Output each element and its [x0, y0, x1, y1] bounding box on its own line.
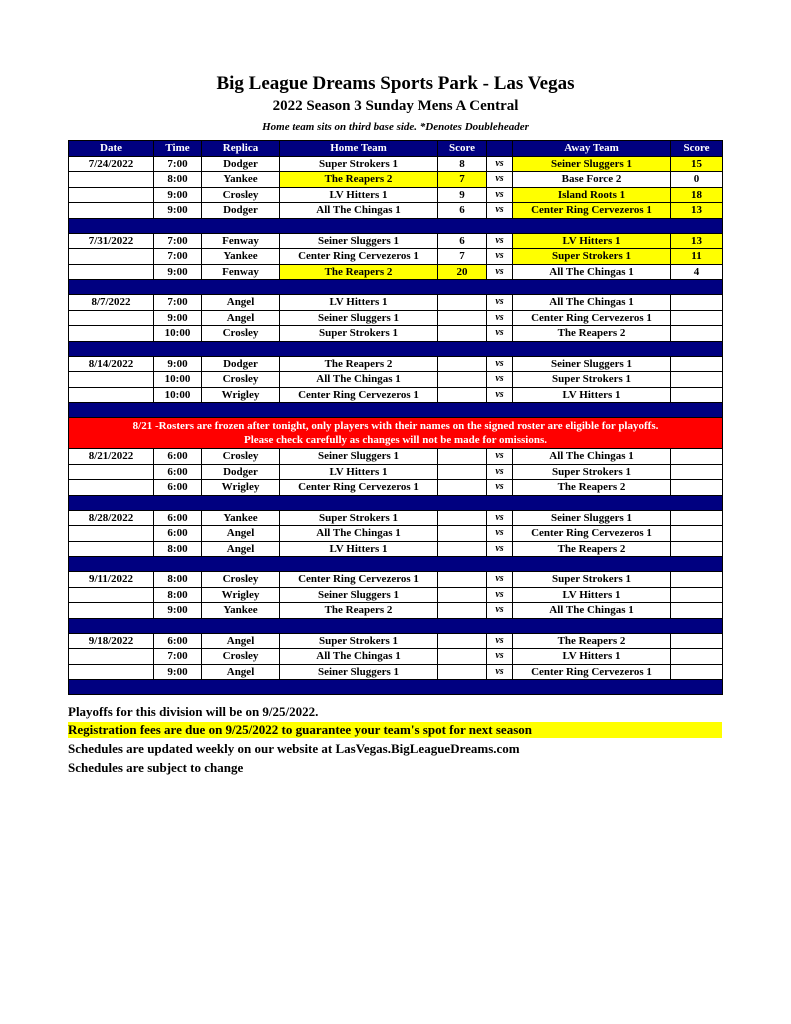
- week-separator: [69, 618, 723, 633]
- week-separator: [69, 280, 723, 295]
- home-team: The Reapers 2: [280, 356, 438, 372]
- home-score: [438, 310, 487, 326]
- away-score: [671, 664, 723, 680]
- away-score: [671, 603, 723, 619]
- vs-label: vs: [487, 172, 513, 188]
- home-score: [438, 664, 487, 680]
- away-score: 18: [671, 187, 723, 203]
- game-time: 8:00: [154, 587, 202, 603]
- game-date-empty: [69, 264, 154, 280]
- week-separator-cell: [69, 218, 723, 233]
- away-team: The Reapers 2: [513, 541, 671, 557]
- roster-freeze-banner: [69, 418, 723, 449]
- away-score: [671, 480, 723, 496]
- away-score: [671, 649, 723, 665]
- home-team: LV Hitters 1: [280, 464, 438, 480]
- game-replica-field: Angel: [202, 633, 280, 649]
- schedule-body: [69, 156, 723, 695]
- vs-label: vs: [487, 449, 513, 465]
- home-team: Center Ring Cervezeros 1: [280, 480, 438, 496]
- week-separator-cell: [69, 403, 723, 418]
- away-score: [671, 387, 723, 403]
- game-replica-field: Wrigley: [202, 480, 280, 496]
- home-score: [438, 526, 487, 542]
- game-replica-field: Yankee: [202, 249, 280, 265]
- website-note: Schedules are updated weekly on our website at LasVegas.BigLeagueDreams.com: [68, 741, 520, 756]
- home-score: [438, 480, 487, 496]
- game-row: [69, 203, 723, 219]
- away-score: 4: [671, 264, 723, 280]
- game-date-empty: [69, 187, 154, 203]
- game-row: [69, 664, 723, 680]
- game-replica-field: Yankee: [202, 172, 280, 188]
- vs-label: vs: [487, 233, 513, 249]
- game-time: 8:00: [154, 541, 202, 557]
- away-team: Center Ring Cervezeros 1: [513, 526, 671, 542]
- vs-label: vs: [487, 249, 513, 265]
- game-time: 10:00: [154, 326, 202, 342]
- game-replica-field: Angel: [202, 310, 280, 326]
- away-score: [671, 449, 723, 465]
- week-separator: [69, 557, 723, 572]
- home-team: Super Strokers 1: [280, 326, 438, 342]
- game-time: 7:00: [154, 156, 202, 172]
- home-team: Super Strokers 1: [280, 633, 438, 649]
- game-row: [69, 249, 723, 265]
- away-team: The Reapers 2: [513, 480, 671, 496]
- game-row: [69, 326, 723, 342]
- home-score: [438, 295, 487, 311]
- home-score: [438, 387, 487, 403]
- banner-line: Please check carefully as changes will not be made for omissions.: [244, 434, 547, 446]
- vs-label: vs: [487, 633, 513, 649]
- away-score: [671, 372, 723, 388]
- home-score: [438, 356, 487, 372]
- game-time: 8:00: [154, 172, 202, 188]
- week-separator-cell: [69, 557, 723, 572]
- away-team: Base Force 2: [513, 172, 671, 188]
- home-score: [438, 649, 487, 665]
- game-date-empty: [69, 603, 154, 619]
- away-team: Seiner Sluggers 1: [513, 510, 671, 526]
- game-row: [69, 587, 723, 603]
- col-header-away-score: Score: [671, 141, 723, 157]
- game-row: [69, 633, 723, 649]
- game-row: [69, 295, 723, 311]
- game-replica-field: Angel: [202, 541, 280, 557]
- home-team: Super Strokers 1: [280, 510, 438, 526]
- away-score: 15: [671, 156, 723, 172]
- game-row: [69, 464, 723, 480]
- home-team: Center Ring Cervezeros 1: [280, 387, 438, 403]
- home-score: 6: [438, 203, 487, 219]
- vs-label: vs: [487, 480, 513, 496]
- col-header-time: Time: [154, 141, 202, 157]
- home-team: All The Chingas 1: [280, 649, 438, 665]
- away-score: [671, 633, 723, 649]
- home-score: [438, 326, 487, 342]
- away-score: [671, 541, 723, 557]
- away-team: Super Strokers 1: [513, 572, 671, 588]
- game-date: 8/7/2022: [69, 295, 154, 311]
- vs-label: vs: [487, 510, 513, 526]
- game-time: 9:00: [154, 310, 202, 326]
- away-team: Super Strokers 1: [513, 249, 671, 265]
- away-team: LV Hitters 1: [513, 387, 671, 403]
- game-date-empty: [69, 172, 154, 188]
- away-team: LV Hitters 1: [513, 233, 671, 249]
- game-time: 8:00: [154, 572, 202, 588]
- home-team: All The Chingas 1: [280, 203, 438, 219]
- home-team: Seiner Sluggers 1: [280, 233, 438, 249]
- vs-label: vs: [487, 187, 513, 203]
- game-date-empty: [69, 649, 154, 665]
- game-date-empty: [69, 526, 154, 542]
- vs-label: vs: [487, 664, 513, 680]
- home-team: LV Hitters 1: [280, 541, 438, 557]
- vs-label: vs: [487, 603, 513, 619]
- game-time: 9:00: [154, 187, 202, 203]
- col-header-home-team: Home Team: [280, 141, 438, 157]
- game-date-empty: [69, 464, 154, 480]
- game-replica-field: Wrigley: [202, 587, 280, 603]
- home-team: All The Chingas 1: [280, 526, 438, 542]
- vs-label: vs: [487, 372, 513, 388]
- away-team: All The Chingas 1: [513, 603, 671, 619]
- game-replica-field: Yankee: [202, 510, 280, 526]
- change-note: Schedules are subject to change: [68, 760, 244, 775]
- home-score: [438, 372, 487, 388]
- game-date-empty: [69, 587, 154, 603]
- week-separator: [69, 341, 723, 356]
- roster-freeze-banner-cell: [69, 418, 723, 449]
- game-row: [69, 387, 723, 403]
- game-replica-field: Crosley: [202, 187, 280, 203]
- registration-note: Registration fees are due on 9/25/2022 to guarantee your team's spot for next season: [68, 722, 722, 738]
- game-date: 8/21/2022: [69, 449, 154, 465]
- game-time: 7:00: [154, 233, 202, 249]
- game-row: [69, 264, 723, 280]
- away-score: 11: [671, 249, 723, 265]
- game-row: [69, 649, 723, 665]
- week-separator-cell: [69, 495, 723, 510]
- home-team: Seiner Sluggers 1: [280, 664, 438, 680]
- vs-label: vs: [487, 356, 513, 372]
- game-date-empty: [69, 310, 154, 326]
- game-row: [69, 541, 723, 557]
- home-score: [438, 633, 487, 649]
- home-score: [438, 510, 487, 526]
- game-row: [69, 233, 723, 249]
- game-replica-field: Dodger: [202, 356, 280, 372]
- home-team: Center Ring Cervezeros 1: [280, 249, 438, 265]
- game-time: 6:00: [154, 480, 202, 496]
- away-score: [671, 326, 723, 342]
- table-header-row: [69, 141, 723, 157]
- vs-label: vs: [487, 649, 513, 665]
- game-time: 9:00: [154, 356, 202, 372]
- game-replica-field: Crosley: [202, 449, 280, 465]
- away-team: Center Ring Cervezeros 1: [513, 664, 671, 680]
- game-replica-field: Fenway: [202, 233, 280, 249]
- col-header-replica: Replica: [202, 141, 280, 157]
- home-score: 7: [438, 172, 487, 188]
- away-score: [671, 587, 723, 603]
- away-score: [671, 356, 723, 372]
- home-team: Seiner Sluggers 1: [280, 310, 438, 326]
- game-replica-field: Dodger: [202, 464, 280, 480]
- week-separator: [69, 218, 723, 233]
- home-score: [438, 587, 487, 603]
- home-score: [438, 572, 487, 588]
- home-score: 9: [438, 187, 487, 203]
- home-team: All The Chingas 1: [280, 372, 438, 388]
- away-team: Super Strokers 1: [513, 464, 671, 480]
- game-date: 8/28/2022: [69, 510, 154, 526]
- game-time: 9:00: [154, 664, 202, 680]
- vs-label: vs: [487, 572, 513, 588]
- vs-label: vs: [487, 264, 513, 280]
- game-date-empty: [69, 203, 154, 219]
- game-time: 6:00: [154, 633, 202, 649]
- game-row: [69, 310, 723, 326]
- away-score: [671, 295, 723, 311]
- game-date-empty: [69, 326, 154, 342]
- away-score: 13: [671, 203, 723, 219]
- schedule-table: [68, 140, 723, 695]
- vs-label: vs: [487, 587, 513, 603]
- game-date-empty: [69, 372, 154, 388]
- game-time: 9:00: [154, 203, 202, 219]
- home-score: [438, 603, 487, 619]
- col-header-away-team: Away Team: [513, 141, 671, 157]
- home-score: 6: [438, 233, 487, 249]
- home-team: Center Ring Cervezeros 1: [280, 572, 438, 588]
- week-separator: [69, 495, 723, 510]
- game-date-empty: [69, 249, 154, 265]
- game-date: 7/31/2022: [69, 233, 154, 249]
- game-row: [69, 603, 723, 619]
- away-team: LV Hitters 1: [513, 649, 671, 665]
- week-separator-cell: [69, 680, 723, 695]
- game-date: 7/24/2022: [69, 156, 154, 172]
- game-replica-field: Dodger: [202, 156, 280, 172]
- col-header-date: Date: [69, 141, 154, 157]
- home-team: Seiner Sluggers 1: [280, 449, 438, 465]
- away-score: [671, 526, 723, 542]
- game-row: [69, 526, 723, 542]
- game-time: 6:00: [154, 510, 202, 526]
- away-team: LV Hitters 1: [513, 587, 671, 603]
- away-score: [671, 464, 723, 480]
- away-team: Seiner Sluggers 1: [513, 156, 671, 172]
- game-replica-field: Crosley: [202, 326, 280, 342]
- week-separator-cell: [69, 280, 723, 295]
- game-replica-field: Angel: [202, 664, 280, 680]
- game-date: 9/18/2022: [69, 633, 154, 649]
- game-row: [69, 187, 723, 203]
- game-replica-field: Wrigley: [202, 387, 280, 403]
- away-team: Center Ring Cervezeros 1: [513, 203, 671, 219]
- game-row: [69, 172, 723, 188]
- game-replica-field: Angel: [202, 295, 280, 311]
- vs-label: vs: [487, 526, 513, 542]
- home-team: LV Hitters 1: [280, 187, 438, 203]
- game-replica-field: Angel: [202, 526, 280, 542]
- game-time: 10:00: [154, 372, 202, 388]
- away-score: [671, 510, 723, 526]
- vs-label: vs: [487, 326, 513, 342]
- game-row: [69, 510, 723, 526]
- home-team: The Reapers 2: [280, 264, 438, 280]
- game-time: 7:00: [154, 295, 202, 311]
- away-team: Center Ring Cervezeros 1: [513, 310, 671, 326]
- game-replica-field: Yankee: [202, 603, 280, 619]
- away-team: Island Roots 1: [513, 187, 671, 203]
- game-replica-field: Crosley: [202, 572, 280, 588]
- game-time: 9:00: [154, 603, 202, 619]
- game-time: 7:00: [154, 649, 202, 665]
- col-header-home-score: Score: [438, 141, 487, 157]
- game-row: [69, 572, 723, 588]
- home-team: Seiner Sluggers 1: [280, 587, 438, 603]
- away-score: 13: [671, 233, 723, 249]
- week-separator: [69, 403, 723, 418]
- game-replica-field: Dodger: [202, 203, 280, 219]
- game-row: [69, 372, 723, 388]
- vs-label: vs: [487, 156, 513, 172]
- vs-label: vs: [487, 310, 513, 326]
- away-team: All The Chingas 1: [513, 295, 671, 311]
- vs-label: vs: [487, 295, 513, 311]
- game-time: 6:00: [154, 464, 202, 480]
- home-team: Super Strokers 1: [280, 156, 438, 172]
- game-row: [69, 356, 723, 372]
- game-replica-field: Crosley: [202, 372, 280, 388]
- home-score: 8: [438, 156, 487, 172]
- game-replica-field: Fenway: [202, 264, 280, 280]
- game-date: 9/11/2022: [69, 572, 154, 588]
- playoffs-note: Playoffs for this division will be on 9/25/2022.: [68, 704, 319, 719]
- col-header-vs: [487, 141, 513, 157]
- home-team: The Reapers 2: [280, 603, 438, 619]
- away-score: [671, 310, 723, 326]
- game-date: 8/14/2022: [69, 356, 154, 372]
- page-subtitle: 2022 Season 3 Sunday Mens A Central: [272, 98, 519, 114]
- vs-label: vs: [487, 387, 513, 403]
- game-time: 6:00: [154, 526, 202, 542]
- away-team: All The Chingas 1: [513, 449, 671, 465]
- schedule-note: Home team sits on third base side. *Denotes Doubleheader: [262, 121, 529, 133]
- away-score: [671, 572, 723, 588]
- vs-label: vs: [487, 203, 513, 219]
- home-score: [438, 541, 487, 557]
- banner-line: 8/21 -Rosters are frozen after tonight, only players with their names on the signed roster are eligible for playoffs.: [132, 419, 659, 432]
- game-time: 6:00: [154, 449, 202, 465]
- game-row: [69, 449, 723, 465]
- vs-label: vs: [487, 541, 513, 557]
- away-team: The Reapers 2: [513, 633, 671, 649]
- home-team: LV Hitters 1: [280, 295, 438, 311]
- game-row: [69, 480, 723, 496]
- away-team: All The Chingas 1: [513, 264, 671, 280]
- game-time: 9:00: [154, 264, 202, 280]
- vs-label: vs: [487, 464, 513, 480]
- away-team: Super Strokers 1: [513, 372, 671, 388]
- home-score: [438, 449, 487, 465]
- week-separator-cell: [69, 618, 723, 633]
- away-team: Seiner Sluggers 1: [513, 356, 671, 372]
- game-date-empty: [69, 664, 154, 680]
- game-row: [69, 156, 723, 172]
- home-team: The Reapers 2: [280, 172, 438, 188]
- game-date-empty: [69, 541, 154, 557]
- game-replica-field: Crosley: [202, 649, 280, 665]
- page-title: Big League Dreams Sports Park - Las Vegas: [216, 73, 575, 94]
- away-score: 0: [671, 172, 723, 188]
- home-score: [438, 464, 487, 480]
- game-time: 7:00: [154, 249, 202, 265]
- game-date-empty: [69, 480, 154, 496]
- home-score: 20: [438, 264, 487, 280]
- week-separator-cell: [69, 341, 723, 356]
- game-time: 10:00: [154, 387, 202, 403]
- home-score: 7: [438, 249, 487, 265]
- week-separator: [69, 680, 723, 695]
- away-team: The Reapers 2: [513, 326, 671, 342]
- game-date-empty: [69, 387, 154, 403]
